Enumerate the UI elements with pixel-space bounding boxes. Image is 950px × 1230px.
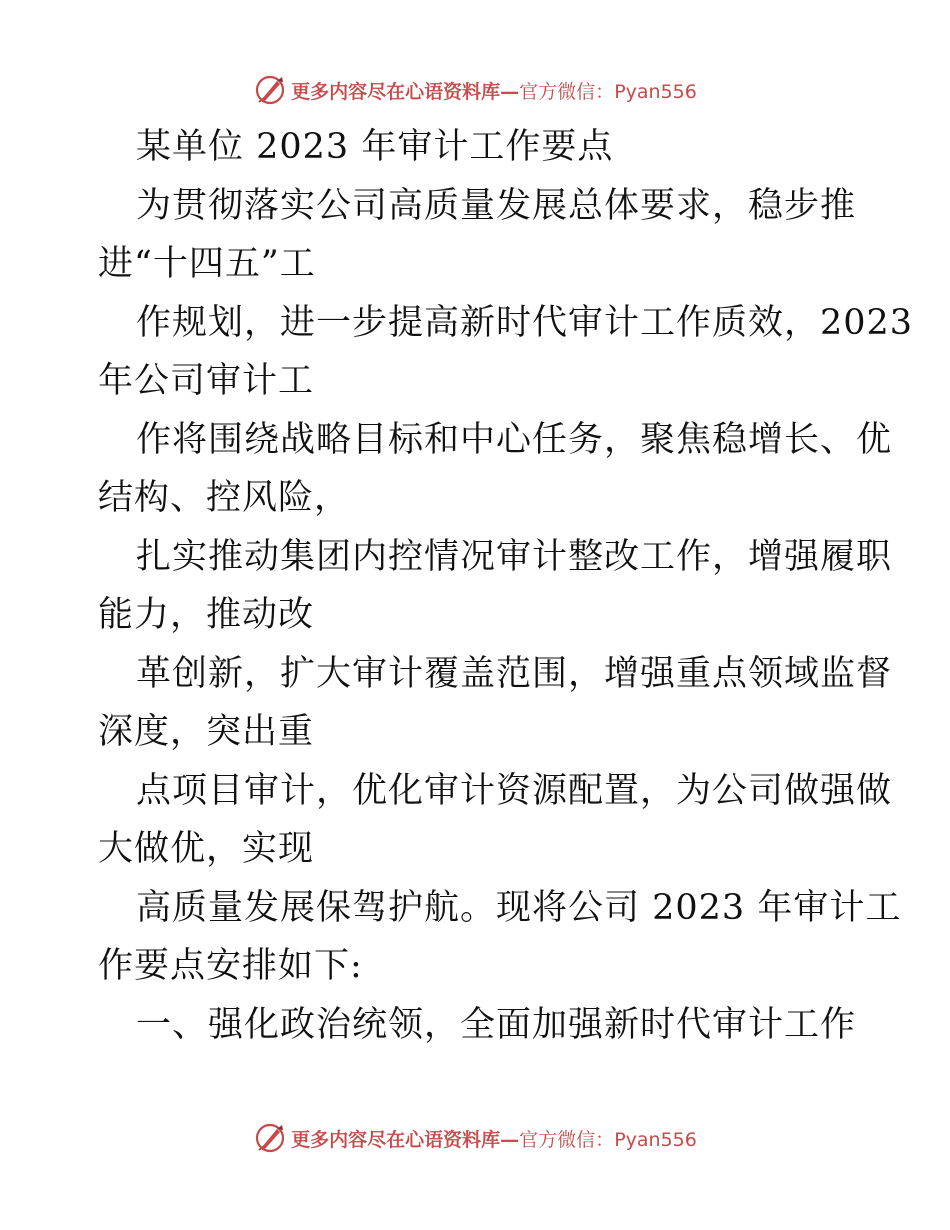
header-watermark-banner [0,70,950,110]
paragraph-line: 大做优，实现 [98,829,315,869]
paragraph-line: 作将围绕战略目标和中心任务，聚焦稳增长、优 [136,419,893,460]
paragraph-line: 点项目审计，优化审计资源配置，为公司做强做 [136,770,893,811]
paragraph-line: 作规划，进一步提高新时代审计工作质效，2023 [136,302,914,343]
paragraph-line: 作要点安排如下: [98,946,363,986]
paragraph-line: 年公司审计工 [98,361,315,401]
paragraph-line: 扎实推动集团内控情况审计整改工作，增强履职 [136,536,893,577]
paragraph-line: 结构、控风险， [98,478,351,518]
paragraph-line: 能力，推动改 [98,595,315,635]
paragraph-line: 进“十四五”工 [98,244,316,284]
document-title: 某单位 2023 年审计工作要点 [136,127,614,167]
quill-pen-logo-icon [253,73,287,107]
footer-watermark-banner [0,1118,950,1158]
document-body [98,118,914,1054]
paragraph-line: 高质量发展保驾护航。现将公司 2023 年审计工 [136,887,902,928]
quill-pen-logo-icon [253,1121,287,1155]
paragraph-line: 革创新，扩大审计覆盖范围，增强重点领域监督 [136,653,893,694]
paragraph-line: 为贯彻落实公司高质量发展总体要求，稳步推 [136,185,857,226]
paragraph-line: 深度，突出重 [98,712,315,752]
watermark-text: 更多内容尽在心语资料库—官方微信：Pyan556 [291,1128,697,1151]
watermark-text: 更多内容尽在心语资料库—官方微信：Pyan556 [291,80,697,103]
section-heading: 一、强化政治统领，全面加强新时代审计工作 [136,1004,857,1045]
